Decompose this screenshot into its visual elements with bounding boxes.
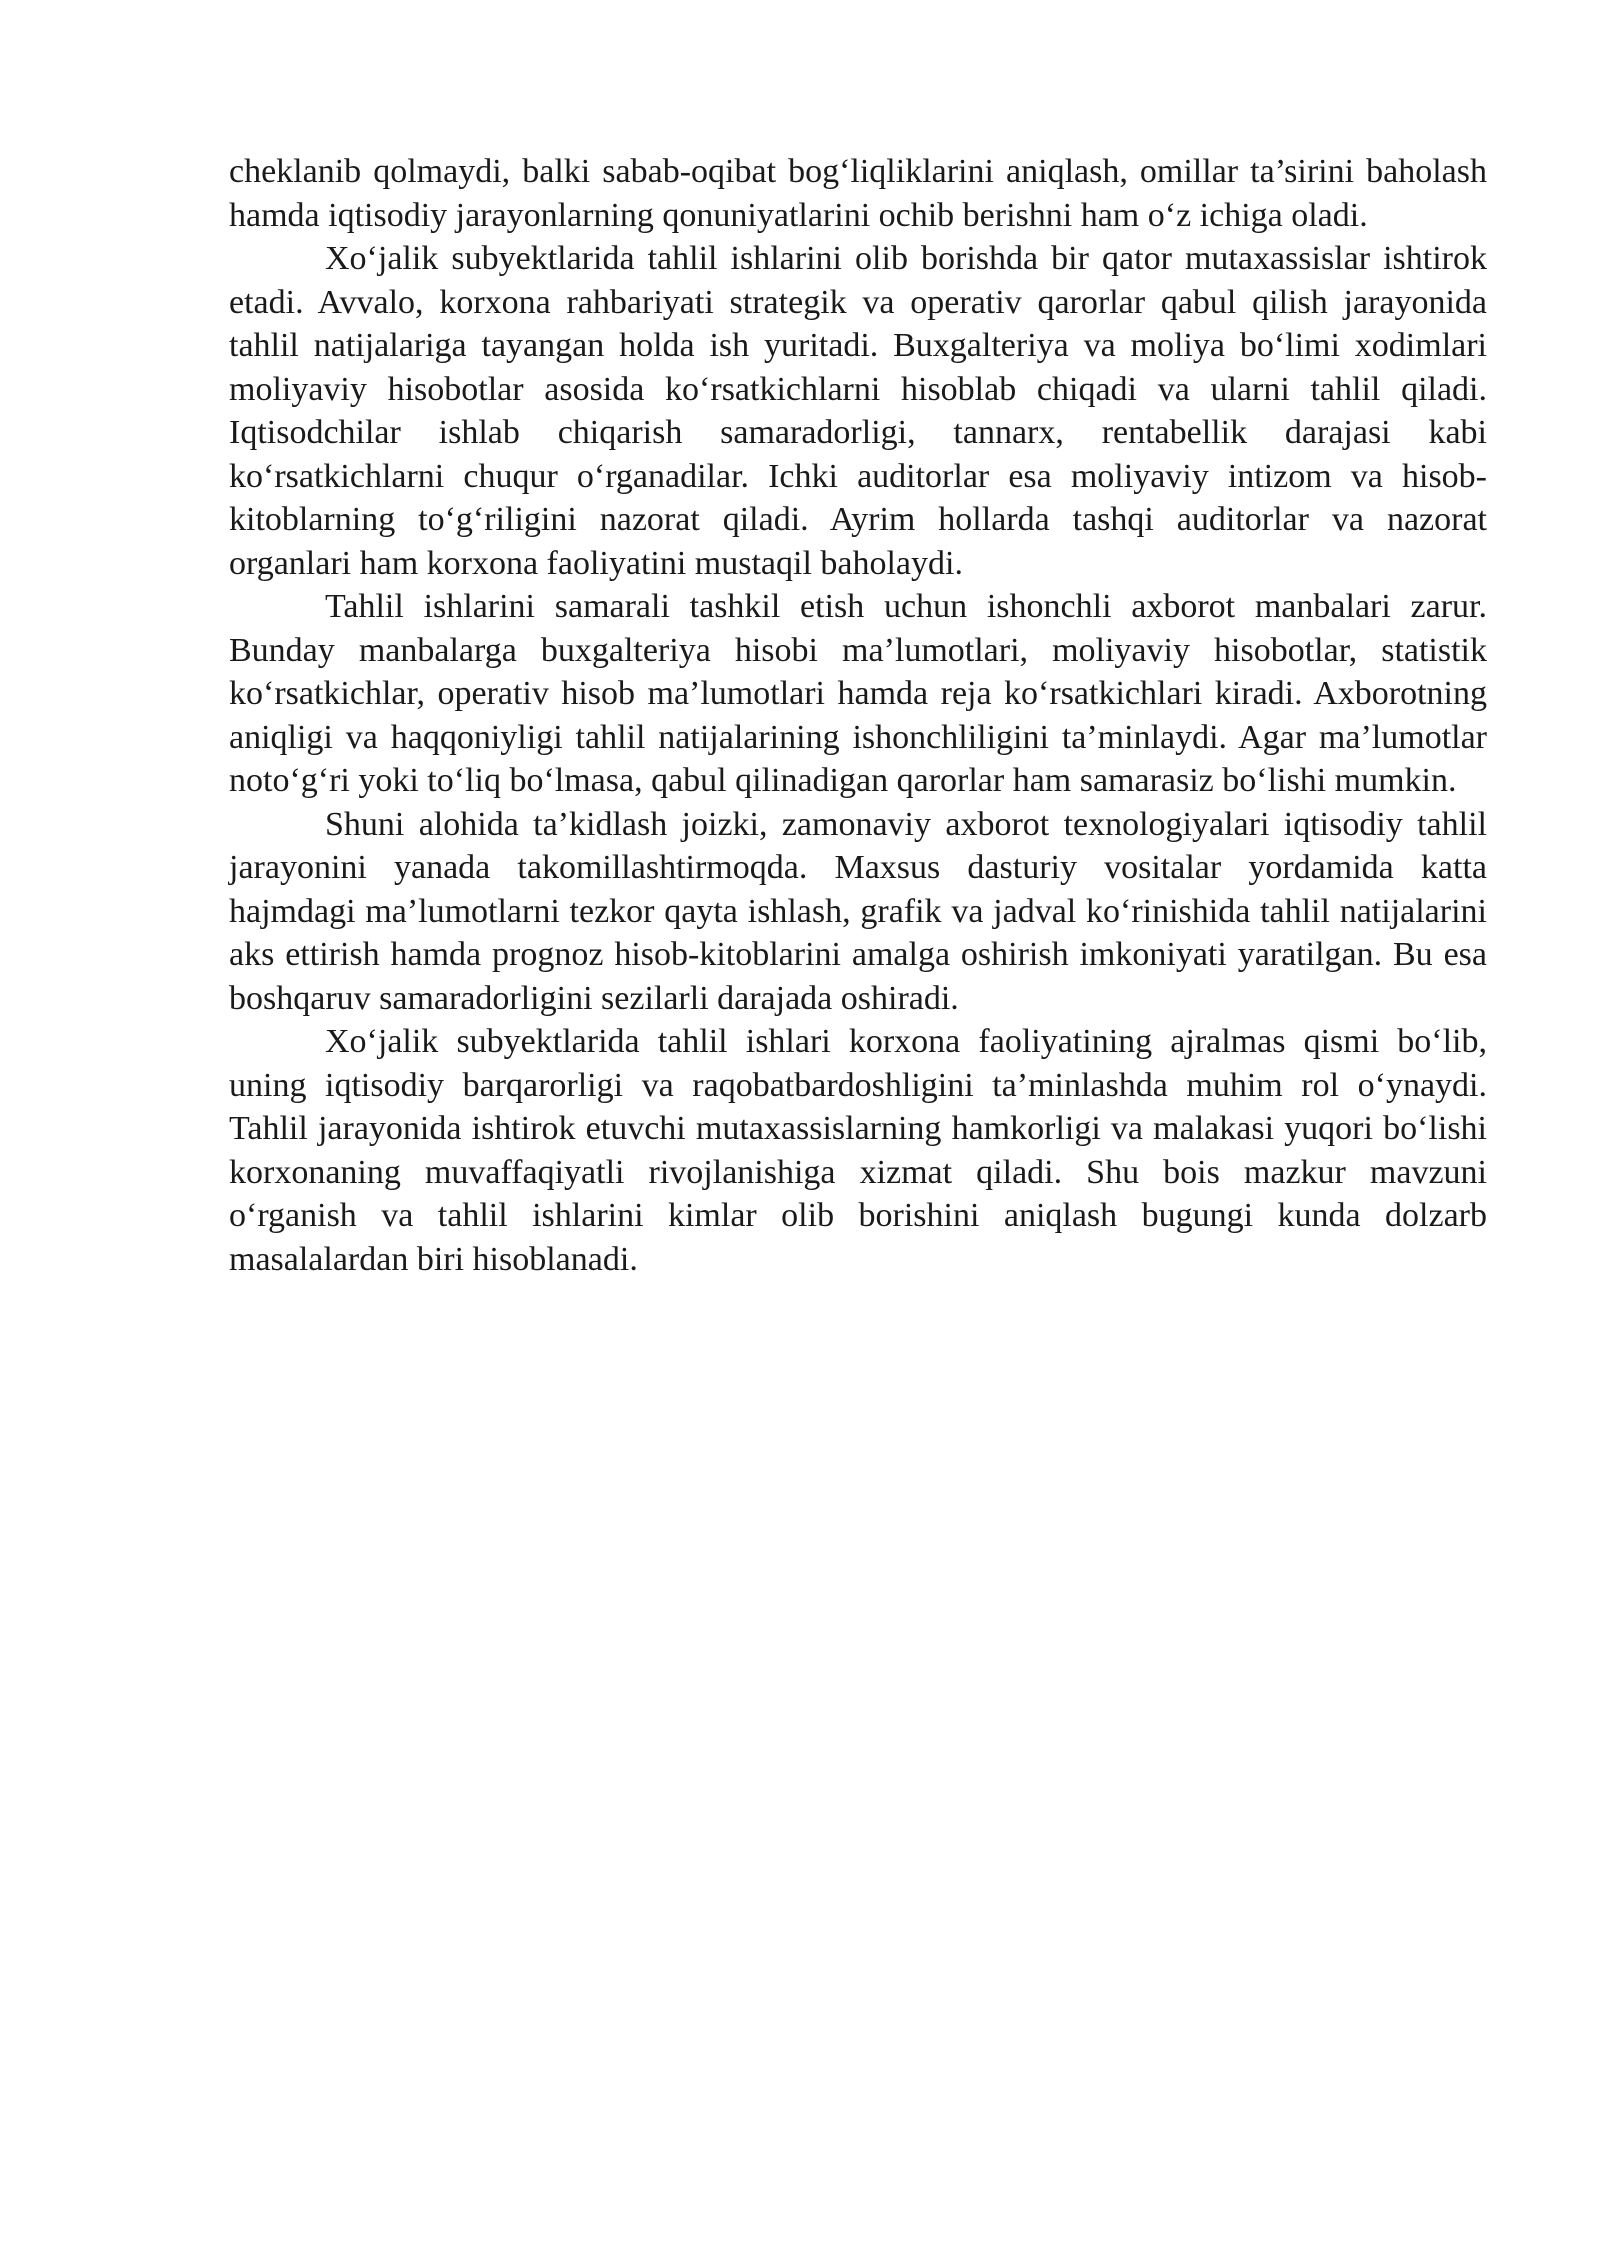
document-body [229,150,1487,1281]
paragraph-specialists: Xo‘jalik subyektlarida tahlil ishlarini olib borishda bir qator mutaxassislar ishtirok etadi. Avvalo, korxona rahbariyati strategik va operativ qarorlar qabul qilish jarayonida tahlil natijalariga tayangan holda ish yuritadi. Buxgalteriya va moliya bo‘limi xodimlari moliyaviy hisobotlar asosida ko‘rsatkichlarni hisoblab chiqadi va ularni tahlil qiladi. Iqtisodchilar ishlab chiqarish samaradorligi, tannarx, rentabellik darajasi kabi ko‘rsatkichlarni chuqur o‘rganadilar. Ichki auditorlar esa moliyaviy intizom va hisob-kitoblarning to‘g‘riligini nazorat qiladi. Ayrim hollarda tashqi auditorlar va nazorat organlari ham korxona faoliyatini mustaqil baholaydi. [229,240,1487,582]
paragraph-conclusion: Xo‘jalik subyektlarida tahlil ishlari korxona faoliyatining ajralmas qismi bo‘lib, uning iqtisodiy barqarorligi va raqobatbardoshligini ta’minlashda muhim rol o‘ynaydi. Tahlil jarayonida ishtirok etuvchi mutaxassislarning hamkorligi va malakasi yuqori bo‘lishi korxonaning muvaffaqiyatli rivojlanishiga xizmat qiladi. Shu bois mazkur mavzuni o‘rganish va tahlil ishlarini kimlar olib borishini aniqlash bugungi kunda dolzarb masalalardan biri hisoblanadi. [229,1023,1487,1278]
paragraph-information-sources: Tahlil ishlarini samarali tashkil etish uchun ishonchli axborot manbalari zarur. Bunday manbalarga buxgalteriya hisobi ma’lumotlari, moliyaviy hisobotlar, statistik ko‘rsatkichlar, operativ hisob ma’lumotlari hamda reja ko‘rsatkichlari kiradi. Axborotning aniqligi va haqqoniyligi tahlil natijalarining ishonchliligini ta’minlaydi. Agar ma’lumotlar noto‘g‘ri yoki to‘liq bo‘lmasa, qabul qilinadigan qarorlar ham samarasiz bo‘lishi mumkin. [229,588,1487,799]
paragraph-information-technology: Shuni alohida ta’kidlash joizki, zamonaviy axborot texnologiyalari iqtisodiy tahlil jarayonini yanada takomillashtirmoqda. Maxsus dasturiy vositalar yordamida katta hajmdagi ma’lumotlarni tezkor qayta ishlash, grafik va jadval ko‘rinishida tahlil natijalarini aks ettirish hamda prognoz hisob-kitoblarini amalga oshirish imkoniyati yaratilgan. Bu esa boshqaruv samaradorligini sezilarli darajada oshiradi. [229,805,1487,1017]
paragraph-continuation: cheklanib qolmaydi, balki sabab-oqibat bog‘liqliklarini aniqlash, omillar ta’sirini baholash hamda iqtisodiy jarayonlarning qonuniyatlarini ochib berishni ham o‘z ichiga oladi. [229,153,1487,234]
